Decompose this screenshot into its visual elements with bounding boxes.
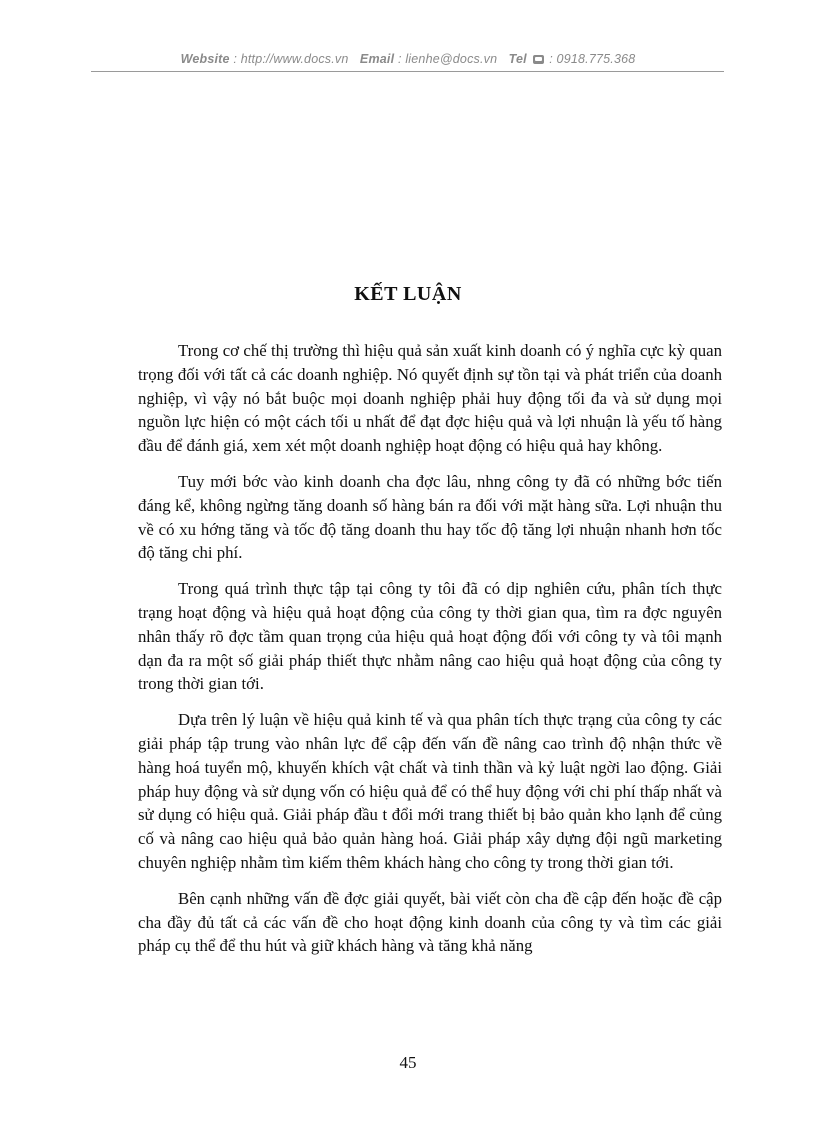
email-label: Email [359, 52, 395, 66]
page-title: KẾT LUẬN [354, 283, 462, 305]
tel-value: : 0918.775.368 [549, 52, 636, 66]
page-header [0, 52, 816, 66]
page-number: 45 [399, 1053, 417, 1072]
paragraph: Dựa trên lý luận về hiệu quả kinh tế và qua phân tích thực trạng của công ty các giải pháp tập trung vào nhân lực để cập đến vấn đề nâng cao trình độ nhận thức về hàng hoá tuyển mộ, khuyến khích vật chất và tinh thần và kỷ luật ngời lao động. Giải pháp huy động và sử dụng vốn có hiệu quả để có thể huy động với chi phí thấp nhất và sử dụng có hiệu quả. Giải pháp đầu t đổi mới trang thiết bị bảo quản kho lạnh để củng cố và nâng cao hiệu quả bảo quản hàng hoá. Giải pháp xây dựng đội ngũ marketing chuyên nghiệp nhằm tìm kiếm thêm khách hàng cho công ty trong thời gian tới. [138, 710, 722, 872]
paragraph: Tuy mới bớc vào kinh doanh cha đợc lâu, nhng công ty đã có những bớc tiến đáng kể, không ngừng tăng doanh số hàng bán ra đối với mặt hàng sữa. Lợi nhuận thu về có xu hớng tăng và tốc độ tăng doanh thu hay tốc độ tăng lợi nhuận nhanh hơn tốc độ tăng chi phí. [138, 471, 722, 563]
tel-label: Tel [508, 52, 527, 66]
paragraph: Trong cơ chế thị trường thì hiệu quả sản xuất kinh doanh có ý nghĩa cực kỳ quan trọng đối với tất cả các doanh nghiệp. Nó quyết định sự tồn tại và phát triển của doanh nghiệp, vì vậy nó bắt buộc mọi doanh nghiệp phải huy động tối đa và sử dụng mọi nguồn lực hiện có một cách tối u nhất để đạt đợc hiệu quả và lợi nhuận là yếu tố hàng đầu để đánh giá, xem xét một doanh nghiệp hoạt động có hiệu quả hay không. [138, 341, 722, 456]
paragraph: Trong quá trình thực tập tại công ty tôi đã có dịp nghiên cứu, phân tích thực trạng hoạt động và hiệu quả hoạt động của công ty thời gian qua, tìm ra đợc nguyên nhân thấy rõ đợc tầm quan trọng của hiệu quả hoạt động đối với công ty và tôi mạnh dạn đa ra một số giải pháp thiết thực nhằm nâng cao hiệu quả hoạt động của công ty trong thời gian tới. [138, 579, 722, 694]
header-divider [91, 71, 724, 72]
website-label: Website [180, 52, 230, 66]
phone-icon [533, 55, 544, 64]
document-body [138, 339, 722, 970]
email-value: : lienhe@docs.vn [397, 52, 498, 66]
paragraph: Bên cạnh những vấn đề đợc giải quyết, bài viết còn cha đề cập đến hoặc đề cập cha đầy đủ tất cả các vấn đề cho hoạt động kinh doanh của công ty và tìm các giải pháp cụ thể để thu hút và giữ khách hàng và tăng khả năng [138, 888, 722, 956]
website-value: : http://www.docs.vn [233, 52, 349, 66]
